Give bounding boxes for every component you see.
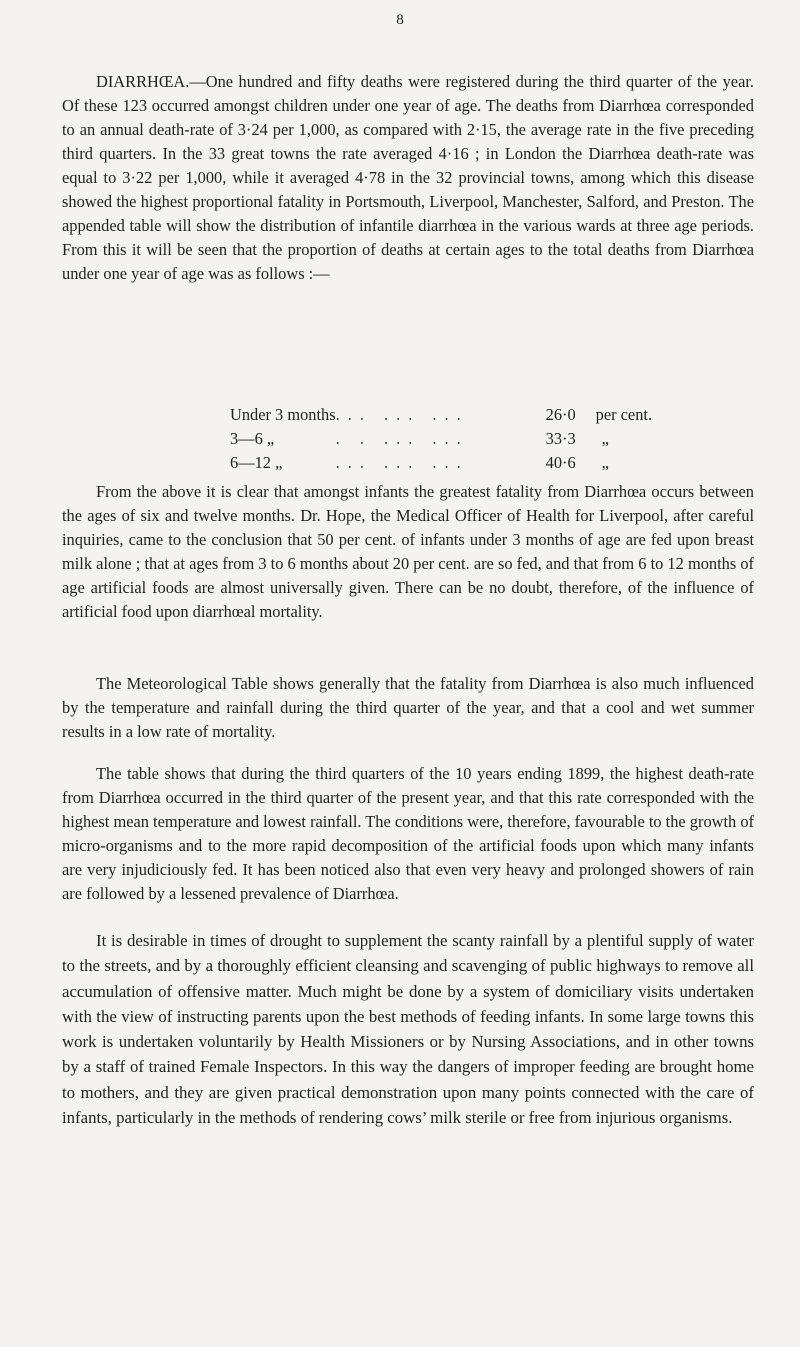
- table-row: [230, 451, 652, 475]
- unit-label: „: [601, 453, 609, 472]
- leader-dots: . . ... ...: [335, 429, 469, 448]
- age-period-label: 3—6 „: [230, 429, 275, 448]
- leader-dots: ... ... ...: [335, 453, 469, 472]
- paragraph-drought: It is desirable in times of drought to supplement the scanty rainfall by a plentiful supply of water to the streets, and by a thoroughly efficient cleansing and scavenging of public highways to remove all accumulation of offensive matter. Much might be done by a system of domiciliary visits undertaken with the view of instructing parents upon the best methods of feeding infants. In some large towns this work is undertaken voluntarily by Health Missioners or by Nursing Associations, and in other towns by a staff of trained Female Inspectors. In this way the dangers of improper feeding are brought home to mothers, and they are given practical demonstration upon many points connected with the care of infants, particularly in the methods of rendering cows’ milk sterile or free from injurious organisms.: [62, 931, 754, 1128]
- percentage-value: 40·6: [545, 453, 576, 472]
- paragraph-diarrhoea-intro: DIARRHŒA.—One hundred and fifty deaths were registered during the third quarter of the year. Of these 123 occurred amongst children under one year of age. The deaths from Diarrhœa corresponded to an annual death-rate of 3·24 per 1,000, as compared with 2·15, the average rate in the five preceding third quarters. In the 33 great towns the rate averaged 4·16 ; in London the Diarrhœa death-rate was equal to 3·22 per 1,000, while it averaged 4·78 in the 32 provincial towns, among which this disease showed the highest proportional fatality in Portsmouth, Liverpool, Manchester, Salford, and Preston. The appended table will show the distribution of infantile diarrhœa in the various wards at three age periods. From this it will be seen that the proportion of deaths at certain ages to the total deaths from Diarrhœa under one year of age was as follows :—: [62, 72, 754, 283]
- unit-label: per cent.: [595, 405, 653, 424]
- age-period-label: 6—12 „: [230, 453, 283, 472]
- age-period-label: Under 3 months: [230, 405, 336, 424]
- paragraph-fatality: From the above it is clear that amongst infants the greatest fatality from Diarrhœa occurs between the ages of six and twelve months. Dr. Hope, the Medical Officer of Health for Liverpool, after careful inquiries, came to the conclusion that 50 per cent. of infants under 3 months of age are fed upon breast milk alone ; that at ages from 3 to 6 months about 20 per cent. are so fed, and that from 6 to 12 months of age artificial foods are almost universally given. There can be no doubt, therefore, of the influence of artificial food upon diarrhœal mortality.: [62, 482, 754, 621]
- age-distribution-table: [230, 403, 652, 475]
- table-row: [230, 427, 652, 451]
- paragraph-meteorological: The Meteorological Table shows generally that the fatality from Diarrhœa is also much influenced by the temperature and rainfall during the third quarter of the year, and that a cool and wet summer results in a low rate of mortality.: [62, 674, 754, 741]
- percentage-value: 33·3: [545, 429, 576, 448]
- percentage-value: 26·0: [545, 405, 576, 424]
- page-number: 8: [396, 12, 404, 28]
- paragraph-table-shows: The table shows that during the third quarters of the 10 years ending 1899, the highest death-rate from Diarrhœa occurred in the third quarter of the present year, and that this rate corresponded with the highest mean temperature and lowest rainfall. The conditions were, therefore, favourable to the growth of micro-organisms and to the more rapid decomposition of the artificial foods upon which many infants are very injudiciously fed. It has been noticed also that even very heavy and prolonged showers of rain are followed by a lessened prevalence of Diarrhœa.: [62, 764, 754, 903]
- unit-label: „: [601, 429, 609, 448]
- table-row: [230, 403, 652, 427]
- leader-dots: ... ... ...: [335, 405, 469, 424]
